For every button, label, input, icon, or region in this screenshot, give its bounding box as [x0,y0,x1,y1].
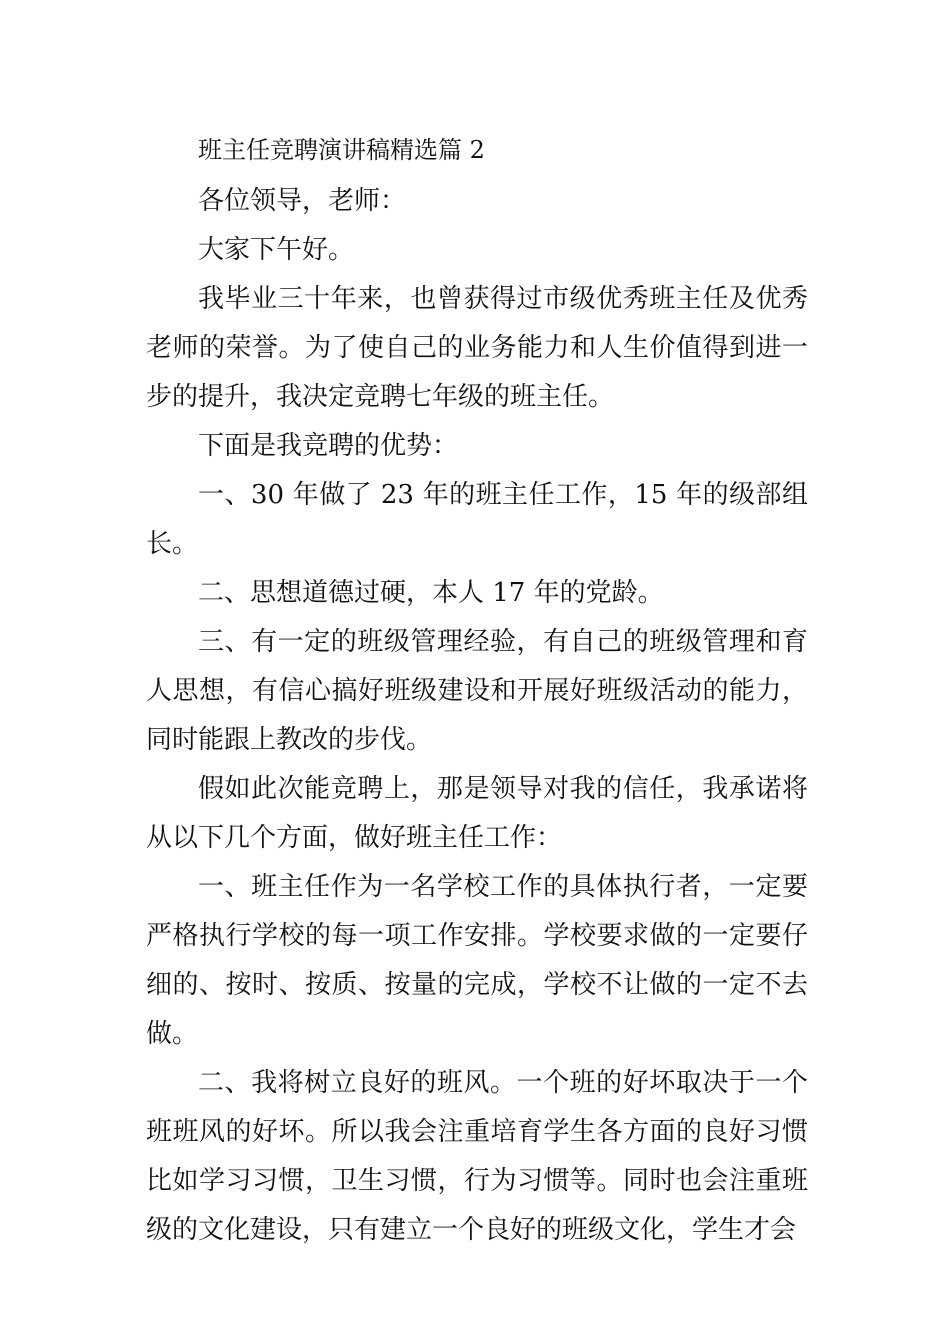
paragraph-commitment: 假如此次能竞聘上，那是领导对我的信任，我承诺将从以下几个方面，做好班主任工作： [146,774,808,853]
paragraph-advantage-3: 三、有一定的班级管理经验，有自己的班级管理和育人思想，有信心搞好班级建设和开展好班级活动的能力，同时能跟上教改的步伐。 [146,627,808,755]
document-body [146,128,808,1255]
paragraph-greeting: 各位领导，老师： [198,186,407,216]
paragraph-introduction: 我毕业三十年来，也曾获得过市级优秀班主任及优秀老师的荣誉。为了使自己的业务能力和人生价值得到进一步的提升，我决定竞聘七年级的班主任。 [146,284,808,412]
paragraph-advantage-1: 一、30 年做了 23 年的班主任工作，15 年的级部组长。 [146,480,808,559]
paragraph-salutation: 大家下午好。 [198,235,355,265]
paragraph-plan-2: 二、我将树立良好的班风。一个班的好坏取决于一个班班风的好坏。所以我会注重培育学生各方面的良好习惯比如学习习惯，卫生习惯，行为习惯等。同时也会注重班级的文化建设，只有建立一个良好的班级文化，学生才会 [146,1068,808,1245]
document-title: 班主任竞聘演讲稿精选篇 2 [198,136,485,164]
paragraph-plan-1: 一、班主任作为一名学校工作的具体执行者，一定要严格执行学校的每一项工作安排。学校要求做的一定要仔细的、按时、按质、按量的完成，学校不让做的一定不去做。 [146,872,808,1049]
paragraph-advantages-heading: 下面是我竞聘的优势： [198,431,459,461]
paragraph-advantage-2: 二、思想道德过硬，本人 17 年的党龄。 [198,578,664,608]
